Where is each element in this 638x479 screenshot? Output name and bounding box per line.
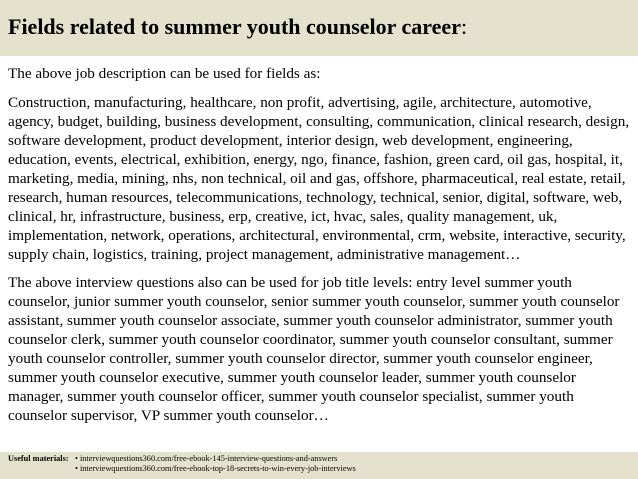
footer-label: Useful materials: (8, 454, 69, 463)
slide-title (8, 14, 638, 40)
slide-title-text: Fields related to summer youth counselor career (8, 14, 461, 39)
intro-text: The above job description can be used for fields as: (8, 65, 321, 82)
footer-bar (0, 452, 638, 479)
job-levels-paragraph: The above interview questions also can be used for job title levels: entry level summer youth counselor, junior summer youth counselor, senior summer youth counselor, summer youth counselor assistant, summer youth counselor associate, summer youth counselor administrator, summer youth counselor clerk, summer youth counselor coordinator, summer youth counselor consultant, summer youth counselor controller, summer youth counselor director, summer youth counselor engineer, summer youth counselor executive, summer youth counselor leader, summer youth counselor manager, summer youth counselor officer, summer youth counselor specialist, summer youth counselor supervisor, VP summer youth counselor… (8, 274, 620, 424)
slide-content (8, 64, 634, 425)
footer-link-2[interactable]: • interviewquestions360.com/free-ebook-top-18-secrets-to-win-every-job-interviews (75, 464, 356, 473)
footer-link-1[interactable]: • interviewquestions360.com/free-ebook-145-interview-questions-and-answers (75, 454, 338, 463)
footer-row-2 (8, 464, 638, 474)
footer-row-1 (8, 454, 638, 464)
fields-paragraph: Construction, manufacturing, healthcare, non profit, advertising, agile, architecture, automotive, agency, budget, building, business development, consulting, communication, clinical research, design, software development, product development, interior design, web development, engineering, education, events, electrical, exhibition, energy, ngo, finance, fashion, green card, oil gas, hospital, it, marketing, media, mining, nhs, non technical, oil and gas, offshore, pharmaceutical, real estate, retail, research, human resources, telecommunications, technology, technical, senior, digital, software, web, clinical, hr, infrastructure, business, erp, creative, ict, hvac, sales, quality management, uk, implementation, network, operations, architectural, environmental, crm, website, interactive, security, supply chain, logistics, training, project management, administrative management… (8, 94, 630, 263)
title-bar (0, 0, 638, 56)
slide-title-colon: : (460, 14, 468, 39)
